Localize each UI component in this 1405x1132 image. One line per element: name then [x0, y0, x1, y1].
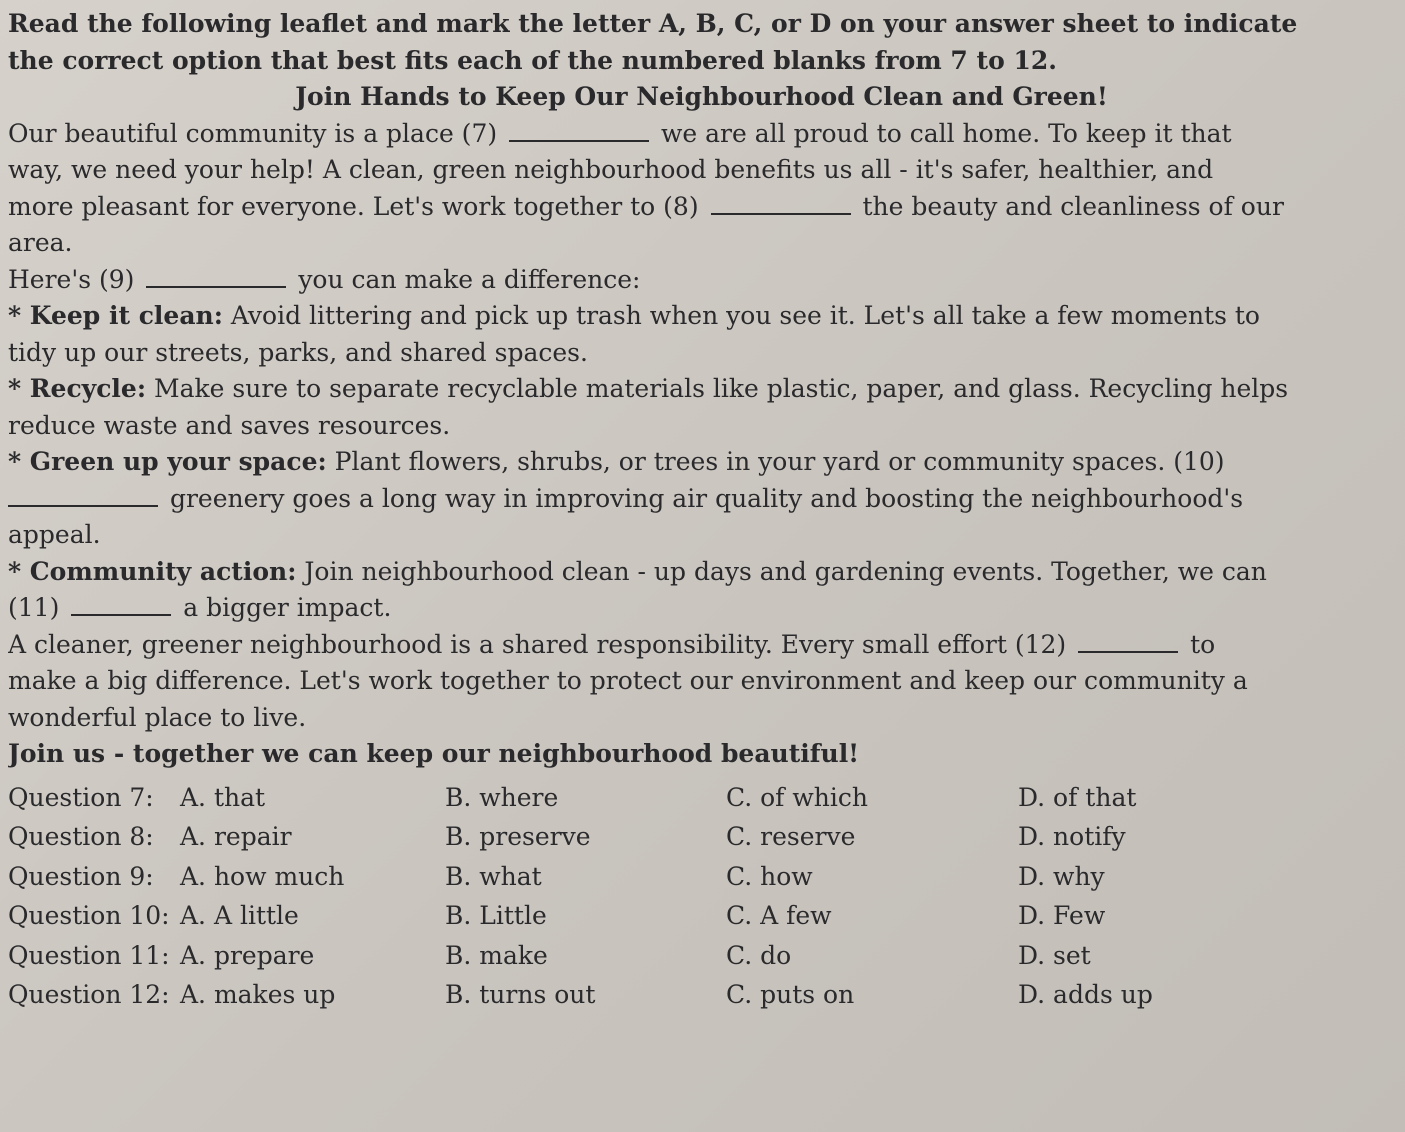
option-d: D. set — [1018, 940, 1091, 970]
passage-line — [8, 116, 1395, 153]
blank-9 — [146, 266, 286, 288]
question-label: Question 10: — [8, 901, 170, 930]
question-9 — [8, 858, 1395, 898]
passage-line — [8, 262, 1395, 299]
option-c: C. puts on — [726, 980, 855, 1009]
question-8 — [8, 818, 1395, 858]
passage-line — [8, 189, 1395, 226]
bullet-label: * Community action: — [8, 556, 297, 586]
question-label: Question 8: — [8, 822, 154, 851]
passage-text: we are all proud to call home. To keep it that — [661, 118, 1232, 148]
passage-text: more pleasant for everyone. Let's work together to (8) — [8, 191, 699, 221]
option-a: A. makes up — [180, 980, 336, 1009]
option-b: B. where — [445, 782, 559, 812]
closing-line: Join us - together we can keep our neighbourhood beautiful! — [8, 739, 860, 768]
question-10 — [8, 897, 1395, 937]
bullet-label: * Green up your space: — [8, 447, 327, 476]
passage-line: make a big difference. Let's work together to protect our environment and keep our community a — [8, 666, 1248, 695]
blank-11 — [71, 594, 171, 616]
option-d: D. why — [1018, 861, 1105, 891]
bullet-label: * Keep it clean: — [8, 301, 223, 330]
option-a: A. repair — [180, 822, 292, 851]
passage-line: appeal. — [8, 520, 101, 549]
leaflet-title: Join Hands to Keep Our Neighbourhood Clean and Green! — [295, 82, 1108, 111]
instruction-line-2: the correct option that best fits each of the numbered blanks from 7 to 12. — [8, 45, 1057, 75]
passage-text: you can make a difference: — [298, 264, 641, 294]
option-c: C. of which — [726, 782, 868, 812]
bullet-recycle — [8, 371, 1395, 408]
question-11 — [8, 937, 1395, 977]
passage-text: Join neighbourhood clean - up days and gardening events. Together, we can — [304, 556, 1267, 586]
option-a: A. A little — [180, 901, 299, 930]
option-c: C. do — [726, 940, 792, 970]
passage-line: area. — [8, 228, 73, 257]
question-label: Question 9: — [8, 861, 154, 891]
passage-line — [8, 590, 1395, 627]
passage-line — [8, 481, 1395, 518]
blank-12 — [1078, 631, 1178, 653]
option-b: B. Little — [445, 901, 547, 930]
option-c: C. how — [726, 861, 813, 891]
passage-text: A cleaner, greener neighbourhood is a shared responsibility. Every small effort (12) — [8, 629, 1067, 659]
option-b: B. turns out — [445, 980, 596, 1009]
option-d: D. notify — [1018, 822, 1126, 851]
option-b: B. what — [445, 861, 542, 891]
passage-text: a bigger impact. — [183, 593, 392, 622]
option-d: D. of that — [1018, 782, 1137, 812]
option-c: C. reserve — [726, 822, 856, 851]
blank-10 — [8, 485, 158, 507]
passage-line: wonderful place to live. — [8, 702, 307, 732]
option-b: B. make — [445, 940, 548, 970]
passage-text: (11) — [8, 593, 60, 622]
bullet-green-up — [8, 444, 1395, 481]
passage-text: Plant flowers, shrubs, or trees in your yard or community spaces. (10) — [334, 447, 1225, 476]
passage-text: Our beautiful community is a place (7) — [8, 118, 498, 148]
bullet-label: * Recycle: — [8, 374, 147, 403]
passage-text: greenery goes a long way in improving air quality and boosting the neighbourhood's — [169, 483, 1244, 513]
passage-text: Here's (9) — [8, 264, 135, 294]
option-c: C. A few — [726, 901, 832, 930]
option-d: D. Few — [1018, 901, 1106, 930]
option-a: A. that — [180, 782, 266, 812]
option-a: A. prepare — [180, 940, 315, 970]
bullet-community-action — [8, 554, 1395, 591]
passage-text: Make sure to separate recyclable materials like plastic, paper, and glass. Recycling helps — [154, 374, 1289, 403]
questions-list — [8, 779, 1395, 1016]
question-label: Question 7: — [8, 782, 154, 812]
question-label: Question 12: — [8, 980, 170, 1009]
passage-text: Avoid littering and pick up trash when you see it. Let's all take a few moments to — [230, 301, 1260, 330]
passage-line: reduce waste and saves resources. — [8, 410, 451, 440]
blank-8 — [711, 193, 851, 215]
option-b: B. preserve — [445, 822, 591, 851]
passage-text: the beauty and cleanliness of our — [862, 191, 1284, 221]
question-12 — [8, 976, 1395, 1016]
bullet-keep-clean — [8, 298, 1395, 335]
passage-line: way, we need your help! A clean, green neighbourhood benefits us all - it's safer, healthier, and — [8, 155, 1214, 184]
option-d: D. adds up — [1018, 980, 1153, 1009]
passage-line — [8, 627, 1395, 664]
option-a: A. how much — [180, 861, 345, 891]
question-7 — [8, 779, 1395, 819]
question-label: Question 11: — [8, 940, 170, 970]
instruction-line-1: Read the following leaflet and mark the letter A, B, C, or D on your answer sheet to indicate — [8, 9, 1298, 38]
passage-line: tidy up our streets, parks, and shared spaces. — [8, 337, 588, 367]
passage-text: to — [1190, 629, 1216, 659]
blank-7 — [509, 120, 649, 142]
